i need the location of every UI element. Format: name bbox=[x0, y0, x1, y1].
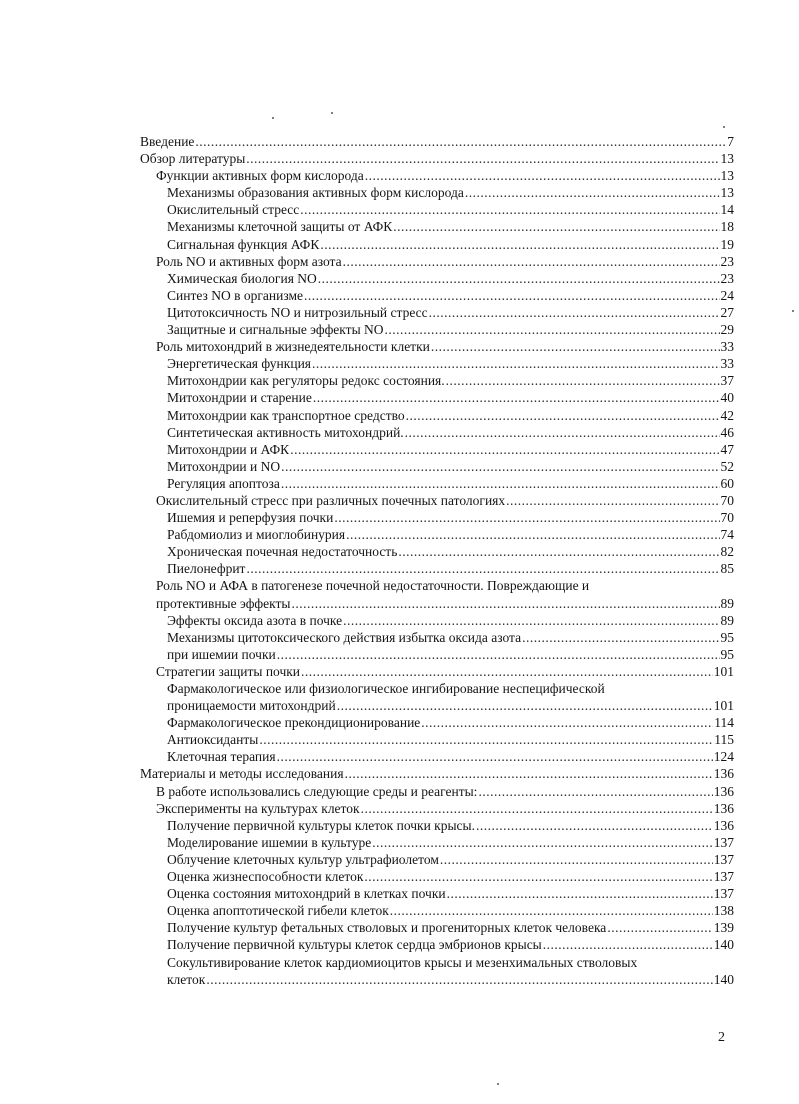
toc-entry-title: Эксперименты на культурах клеток bbox=[156, 800, 360, 816]
dot-leader bbox=[398, 543, 719, 560]
toc-entry-page: 40 bbox=[720, 390, 734, 406]
toc-entry-page: 29 bbox=[720, 322, 734, 338]
dot-leader bbox=[465, 184, 720, 201]
toc-entry-title: Митохондрии как транспортное средство bbox=[167, 407, 405, 423]
toc-entry-page: 47 bbox=[720, 441, 734, 457]
toc-entry-page: 18 bbox=[720, 219, 734, 235]
toc-entry-page: 137 bbox=[713, 834, 734, 850]
dot-leader bbox=[476, 817, 713, 834]
scan-speck bbox=[497, 1083, 499, 1085]
toc-entry-page: 136 bbox=[713, 817, 734, 833]
toc-entry bbox=[140, 919, 734, 936]
dot-leader bbox=[506, 492, 719, 509]
dot-leader bbox=[478, 783, 712, 800]
toc-entry-page: 137 bbox=[713, 869, 734, 885]
toc-entry bbox=[140, 167, 734, 184]
toc-entry-page: 27 bbox=[720, 304, 734, 320]
toc-entry bbox=[140, 492, 734, 509]
toc-entry bbox=[140, 389, 734, 406]
dot-leader bbox=[421, 714, 713, 731]
toc-entry-page: 82 bbox=[720, 544, 734, 560]
dot-leader bbox=[277, 646, 720, 663]
dot-leader bbox=[313, 389, 720, 406]
toc-entry-page: 13 bbox=[720, 151, 734, 167]
dot-leader bbox=[300, 201, 719, 218]
toc-entry-page: 137 bbox=[713, 851, 734, 867]
toc-entry-page: 7 bbox=[727, 134, 734, 149]
dot-leader bbox=[393, 218, 719, 235]
toc-entry-title: клеток bbox=[167, 971, 206, 987]
toc-entry-page: 33 bbox=[720, 339, 734, 355]
toc-entry-title: Сокультивирование клеток кардиомиоцитов крысы и мезенхимальных стволовых bbox=[167, 954, 638, 970]
toc-entry bbox=[140, 509, 734, 526]
dot-leader bbox=[607, 919, 712, 936]
toc-entry-title: Облучение клеточных культур ультрафиолетом bbox=[167, 851, 439, 867]
toc-entry-title: Клеточная терапия bbox=[167, 749, 276, 765]
dot-leader bbox=[364, 868, 712, 885]
toc-entry-title: Оценка жизнеспособности клеток bbox=[167, 869, 364, 885]
toc-entry bbox=[140, 800, 734, 817]
toc-entry-page: 139 bbox=[713, 920, 734, 936]
toc-entry-page: 23 bbox=[720, 253, 734, 269]
toc-entry-page: 33 bbox=[720, 356, 734, 372]
toc-entry-title: Механизмы цитотоксического действия избытка оксида азота bbox=[167, 629, 522, 645]
toc-entry-page: 114 bbox=[714, 715, 734, 731]
toc-entry-title: Рабдомиолиз и миоглобинурия bbox=[167, 527, 346, 543]
toc-entry-title: при ишемии почки bbox=[167, 646, 276, 662]
toc-entry bbox=[140, 133, 734, 150]
dot-leader bbox=[259, 731, 713, 748]
toc-entry-title: Синтез NO в организме bbox=[167, 287, 303, 303]
toc-entry-title: проницаемости митохондрий bbox=[167, 698, 336, 714]
scan-speck bbox=[272, 117, 274, 119]
dot-leader bbox=[343, 612, 719, 629]
toc-entry bbox=[140, 697, 734, 714]
toc-entry-title: Ишемия и реперфузия почки bbox=[167, 510, 334, 526]
toc-entry bbox=[140, 595, 734, 612]
toc-entry-title: Сигнальная функция АФК bbox=[167, 236, 320, 252]
toc-entry bbox=[140, 407, 734, 424]
toc-entry-title: Митохондрии как регуляторы редокс состояния. bbox=[167, 373, 445, 389]
toc-entry-title: Фармакологическое или физиологическое ингибирование неспецифической bbox=[167, 681, 605, 696]
toc-entry-title: Хроническая почечная недостаточность bbox=[167, 544, 398, 560]
dot-leader bbox=[447, 885, 713, 902]
toc-entry-title: Оценка состояния митохондрий в клетках почки bbox=[167, 886, 446, 902]
toc-entry-page: 115 bbox=[714, 732, 734, 748]
toc-entry-page: 140 bbox=[713, 971, 734, 987]
toc-entry bbox=[140, 475, 734, 492]
toc-entry-page: 14 bbox=[720, 202, 734, 218]
toc-entry-title: Получение первичной культуры клеток сердца эмбрионов крысы bbox=[167, 937, 542, 953]
dot-leader bbox=[195, 133, 726, 150]
dot-leader bbox=[281, 475, 720, 492]
toc-entry-page: 140 bbox=[713, 937, 734, 953]
toc-entry-title: Получение первичной культуры клеток почки крысы. bbox=[167, 817, 475, 833]
toc-entry-page: 136 bbox=[713, 766, 734, 782]
toc-entry-title: Митохондрии и старение bbox=[167, 390, 312, 406]
toc-entry-title: Механизмы образования активных форм кислорода bbox=[167, 185, 464, 201]
toc-entry bbox=[140, 783, 734, 800]
toc-entry bbox=[140, 201, 734, 218]
toc-entry-title: Пиелонефрит bbox=[167, 561, 246, 577]
toc-entry-page: 95 bbox=[720, 629, 734, 645]
toc-entry-title: Роль NO и АФА в патогенезе почечной недостаточности. Повреждающие и bbox=[156, 578, 590, 594]
toc-entry-title: Обзор литературы bbox=[140, 151, 246, 167]
dot-leader bbox=[346, 526, 719, 543]
dot-leader bbox=[343, 253, 720, 270]
dot-leader bbox=[277, 748, 713, 765]
toc-entry bbox=[140, 954, 734, 971]
toc-entry bbox=[140, 834, 734, 851]
toc-entry-page: 60 bbox=[720, 475, 734, 491]
toc-entry bbox=[140, 338, 734, 355]
toc-entry-page: 42 bbox=[720, 407, 734, 423]
toc-entry-page: 46 bbox=[720, 424, 734, 440]
toc-entry bbox=[140, 646, 734, 663]
toc-entry-page: 37 bbox=[720, 373, 734, 389]
toc-entry-page: 124 bbox=[713, 749, 734, 765]
dot-leader bbox=[320, 236, 719, 253]
toc-entry bbox=[140, 868, 734, 885]
dot-leader bbox=[337, 697, 713, 714]
toc-entry bbox=[140, 218, 734, 235]
toc-entry bbox=[140, 971, 734, 988]
dot-leader bbox=[372, 834, 713, 851]
toc-entry-title: Регуляция апоптоза bbox=[167, 475, 280, 491]
toc-entry bbox=[140, 150, 734, 167]
toc-entry-title: Химическая биология NO bbox=[167, 270, 317, 286]
toc-entry-page: 137 bbox=[713, 886, 734, 902]
toc-entry-title: Фармакологическое прекондиционирование bbox=[167, 715, 421, 731]
dot-leader bbox=[318, 270, 720, 287]
toc-entry bbox=[140, 902, 734, 919]
dot-leader bbox=[246, 150, 719, 167]
toc-entry bbox=[140, 458, 734, 475]
dot-leader bbox=[429, 304, 720, 321]
toc-entry bbox=[140, 577, 734, 594]
toc-entry bbox=[140, 321, 734, 338]
table-of-contents bbox=[140, 133, 734, 988]
toc-entry bbox=[140, 612, 734, 629]
toc-entry bbox=[140, 441, 734, 458]
toc-entry-title: Функции активных форм кислорода bbox=[156, 168, 364, 184]
toc-entry-title: Защитные и сигнальные эффекты NO bbox=[167, 322, 384, 338]
dot-leader bbox=[365, 167, 720, 184]
toc-entry-title: Моделирование ишемии в культуре bbox=[167, 834, 372, 850]
toc-entry-page: 19 bbox=[720, 236, 734, 252]
toc-entry bbox=[140, 629, 734, 646]
dot-leader bbox=[390, 902, 713, 919]
scan-speck bbox=[331, 112, 333, 114]
toc-entry-title: Роль NO и активных форм азота bbox=[156, 253, 342, 269]
dot-leader bbox=[206, 971, 712, 988]
toc-entry bbox=[140, 714, 734, 731]
toc-entry-page: 13 bbox=[720, 168, 734, 184]
toc-entry-title: Цитотоксичность NO и нитрозильный стресс bbox=[167, 304, 428, 320]
toc-entry bbox=[140, 424, 734, 441]
toc-entry-title: В работе использовались следующие среды и реагенты: bbox=[156, 783, 478, 799]
toc-entry bbox=[140, 680, 734, 697]
dot-leader bbox=[406, 407, 720, 424]
toc-entry bbox=[140, 253, 734, 270]
toc-entry-title: протективные эффекты bbox=[156, 595, 291, 611]
toc-entry bbox=[140, 184, 734, 201]
toc-entry-title: Митохондрии и NO bbox=[167, 458, 281, 474]
toc-entry-page: 24 bbox=[720, 287, 734, 303]
toc-entry-title: Введение bbox=[140, 134, 195, 149]
toc-entry bbox=[140, 372, 734, 389]
dot-leader bbox=[440, 851, 713, 868]
toc-entry-page: 74 bbox=[720, 527, 734, 543]
scan-speck bbox=[792, 310, 794, 312]
toc-entry-page: 23 bbox=[720, 270, 734, 286]
toc-entry bbox=[140, 543, 734, 560]
toc-entry-page: 101 bbox=[713, 663, 734, 679]
dot-leader bbox=[522, 629, 719, 646]
toc-entry-page: 85 bbox=[720, 561, 734, 577]
dot-leader bbox=[281, 458, 719, 475]
toc-entry-page: 70 bbox=[720, 510, 734, 526]
toc-entry-page: 13 bbox=[720, 185, 734, 201]
toc-entry bbox=[140, 270, 734, 287]
toc-entry-title: Роль митохондрий в жизнедеятельности клетки bbox=[156, 339, 430, 355]
toc-entry bbox=[140, 817, 734, 834]
toc-entry-page: 138 bbox=[713, 903, 734, 919]
toc-entry bbox=[140, 885, 734, 902]
toc-entry-title: Окислительный стресс bbox=[167, 202, 300, 218]
toc-entry-page: 95 bbox=[720, 646, 734, 662]
toc-entry-title: Эффекты оксида азота в почке bbox=[167, 612, 343, 628]
dot-leader bbox=[385, 321, 720, 338]
toc-entry-title: Стратегии защиты почки bbox=[156, 663, 301, 679]
toc-entry-title: Антиоксиданты bbox=[167, 732, 259, 748]
toc-entry-title: Механизмы клеточной защиты от АФК bbox=[167, 219, 393, 235]
toc-entry-page: 70 bbox=[720, 492, 734, 508]
toc-entry-title: Оценка апоптотической гибели клеток bbox=[167, 903, 389, 919]
scan-speck bbox=[723, 126, 725, 128]
toc-entry bbox=[140, 287, 734, 304]
toc-entry bbox=[140, 236, 734, 253]
toc-entry-page: 89 bbox=[720, 612, 734, 628]
dot-leader bbox=[361, 800, 713, 817]
toc-entry-page: 89 bbox=[720, 595, 734, 611]
toc-entry-page: 101 bbox=[713, 698, 734, 714]
toc-entry-title: Получение культур фетальных стволовых и прогениторных клеток человека bbox=[167, 920, 607, 936]
dot-leader bbox=[304, 287, 720, 304]
dot-leader bbox=[301, 663, 713, 680]
dot-leader bbox=[290, 441, 719, 458]
toc-entry-page: 136 bbox=[713, 800, 734, 816]
toc-entry bbox=[140, 526, 734, 543]
toc-entry-title: Окислительный стресс при различных почечных патологиях bbox=[156, 492, 506, 508]
dot-leader bbox=[345, 765, 713, 782]
toc-entry-page: 136 bbox=[713, 783, 734, 799]
dot-leader bbox=[312, 355, 720, 372]
toc-entry-title: Материалы и методы исследования bbox=[140, 766, 344, 782]
toc-entry-title: Энергетическая функция bbox=[167, 356, 311, 372]
dot-leader bbox=[431, 338, 720, 355]
dot-leader bbox=[446, 372, 720, 389]
toc-entry-title: Синтетическая активность митохондрий. bbox=[167, 424, 404, 440]
toc-entry bbox=[140, 731, 734, 748]
toc-entry-title: Митохондрии и АФК bbox=[167, 441, 290, 457]
toc-entry-page: 52 bbox=[720, 458, 734, 474]
toc-entry bbox=[140, 304, 734, 321]
toc-entry bbox=[140, 936, 734, 953]
toc-entry bbox=[140, 355, 734, 372]
toc-entry bbox=[140, 560, 734, 577]
toc-entry bbox=[140, 765, 734, 782]
toc-entry bbox=[140, 851, 734, 868]
dot-leader bbox=[246, 560, 719, 577]
dot-leader bbox=[405, 424, 720, 441]
dot-leader bbox=[291, 595, 719, 612]
toc-entry bbox=[140, 748, 734, 765]
toc-entry bbox=[140, 663, 734, 680]
dot-leader bbox=[543, 936, 713, 953]
page-number: 2 bbox=[718, 1030, 725, 1045]
dot-leader bbox=[334, 509, 719, 526]
